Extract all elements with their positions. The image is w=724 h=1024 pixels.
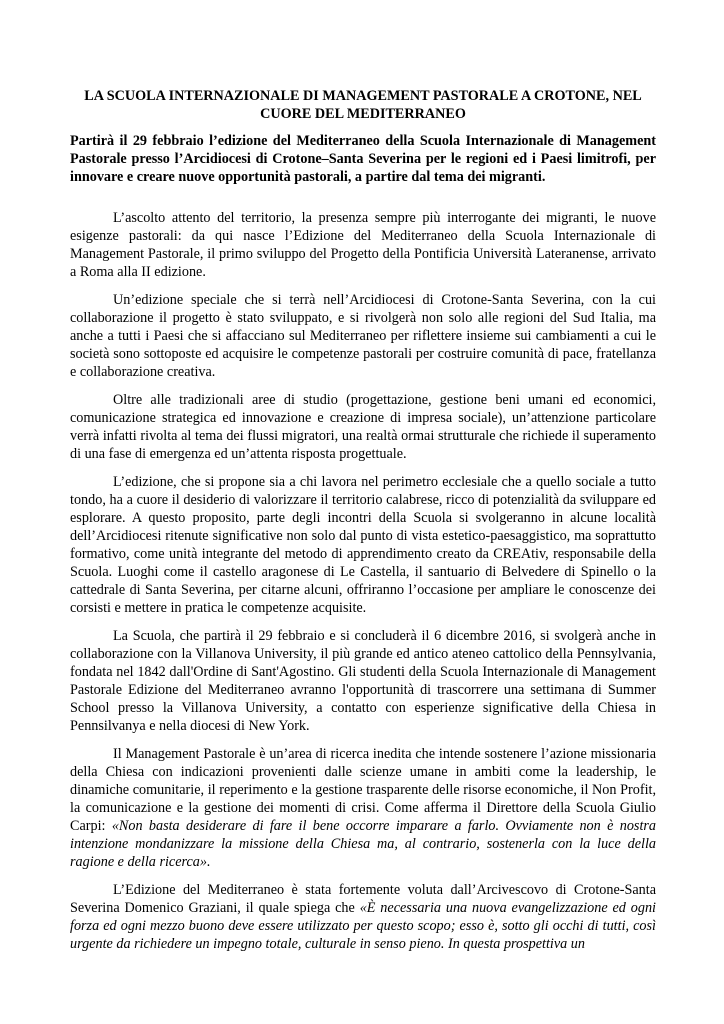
archbishop-quote: «È necessaria una nuova evangelizzazione ed ogni forza ed ogni mezzo buono deve essere utilizzato per questo scopo; esso è, sotto gli occhi di tutti, così urgente da richiedere un impegno totale, culturale in senso pieno. In questa prospettiva un — [70, 900, 656, 952]
paragraph-6 — [70, 745, 656, 871]
document-title: LA SCUOLA INTERNAZIONALE DI MANAGEMENT PASTORALE A CROTONE, NEL CUORE DEL MEDITERRANEO — [84, 88, 642, 122]
paragraph-7-text: L’Edizione del Mediterraneo è stata fortemente voluta dall’Arcivescovo di Crotone-Santa Severina Domenico Graziani, il quale spiega che — [70, 882, 656, 916]
paragraph-3: Oltre alle tradizionali aree di studio (progettazione, gestione beni umani ed economici, comunicazione strategica ed innovazione e creazione di impresa sociale), un’attenzione particolare verrà infatti rivolta al tema dei flussi migratori, una realtà ormai strutturale che richiede il superamento di una fase di emergenza ed un’attenta risposta progettuale. — [70, 392, 656, 462]
paragraph-4: L’edizione, che si propone sia a chi lavora nel perimetro ecclesiale che a quello sociale a tutto tondo, ha a cuore il desiderio di valorizzare il territorio calabrese, ricco di potenzialità da sviluppare ed esplorare. A questo proposito, parte degli incontri della Scuola si svolgeranno in alcune località dell’Arcidiocesi ritenute significative non solo dal punto di vista estetico-paesaggistico, ma soprattutto formativo, come unità integrante del metodo di apprendimento creato da CREAtiv, responsabile della Scuola. Luoghi come il castello aragonese di Le Castella, il santuario di Belvedere di Spinello o la cattedrale di Santa Severina, per citarne alcuni, offriranno l’occasione per ampliare le conoscenze dei corsisti e mettere in pratica le competenze acquisite. — [70, 474, 656, 616]
paragraph-6-text: Il Management Pastorale è un’area di ricerca inedita che intende sostenere l’azione missionaria della Chiesa con indicazioni provenienti dalle scienze umane in ambiti come la leadership, le dinamiche comunitarie, il reperimento e la gestione trasparente delle risorse economiche, il Non Profit, la comunicazione e la gestione dei momenti di crisi. Come afferma il Direttore della Scuola Giulio Carpi: — [70, 746, 656, 834]
paragraph-1: L’ascolto attento del territorio, la presenza sempre più interrogante dei migranti, le nuove esigenze pastorali: da qui nasce l’Edizione del Mediterraneo della Scuola Internazionale di Management Pastorale, il primo sviluppo del Progetto della Pontificia Università Lateranense, arrivato a Roma alla II edizione. — [70, 210, 656, 280]
paragraph-7 — [70, 881, 656, 953]
director-quote: «Non basta desiderare di fare il bene occorre imparare a farlo. Ovviamente non è nostra intenzione mondanizzare la missione della Chiesa ma, al contrario, sostenerla con la luce della ragione e della ricerca». — [70, 818, 656, 870]
paragraph-2: Un’edizione speciale che si terrà nell’Arcidiocesi di Crotone-Santa Severina, con la cui collaborazione il progetto è stato sviluppato, e si rivolgerà non solo alle regioni del Sud Italia, ma anche a tutti i Paesi che si affacciano sul Mediterraneo per riflettere insieme sui cambiamenti a cui le società sono sottoposte ed acquisire le competenze pastorali per costruire comunità di pace, fratellanza e collaborazione creativa. — [70, 292, 656, 380]
lead-paragraph: Partirà il 29 febbraio l’edizione del Mediterraneo della Scuola Internazionale di Management Pastorale presso l’Arcidiocesi di Crotone–Santa Severina per le regioni ed i Paesi limitrofi, per innovare e creare nuove opportunità pastorali, a partire dal tema dei migranti. — [70, 133, 656, 185]
document-body — [70, 209, 656, 953]
paragraph-5: La Scuola, che partirà il 29 febbraio e si concluderà il 6 dicembre 2016, si svolgerà anche in collaborazione con la Villanova University, il più grande ed antico ateneo cattolico della Pennsylvania, fondata nel 1842 dall'Ordine di Sant'Agostino. Gli studenti della Scuola Internazionale di Management Pastorale Edizione del Mediterraneo avranno l'opportunità di trascorrere una settimana di Summer School presso la Villanova University, a contatto con esperienze significative della Chiesa in Pennsilvanya e nella diocesi di New York. — [70, 628, 656, 734]
